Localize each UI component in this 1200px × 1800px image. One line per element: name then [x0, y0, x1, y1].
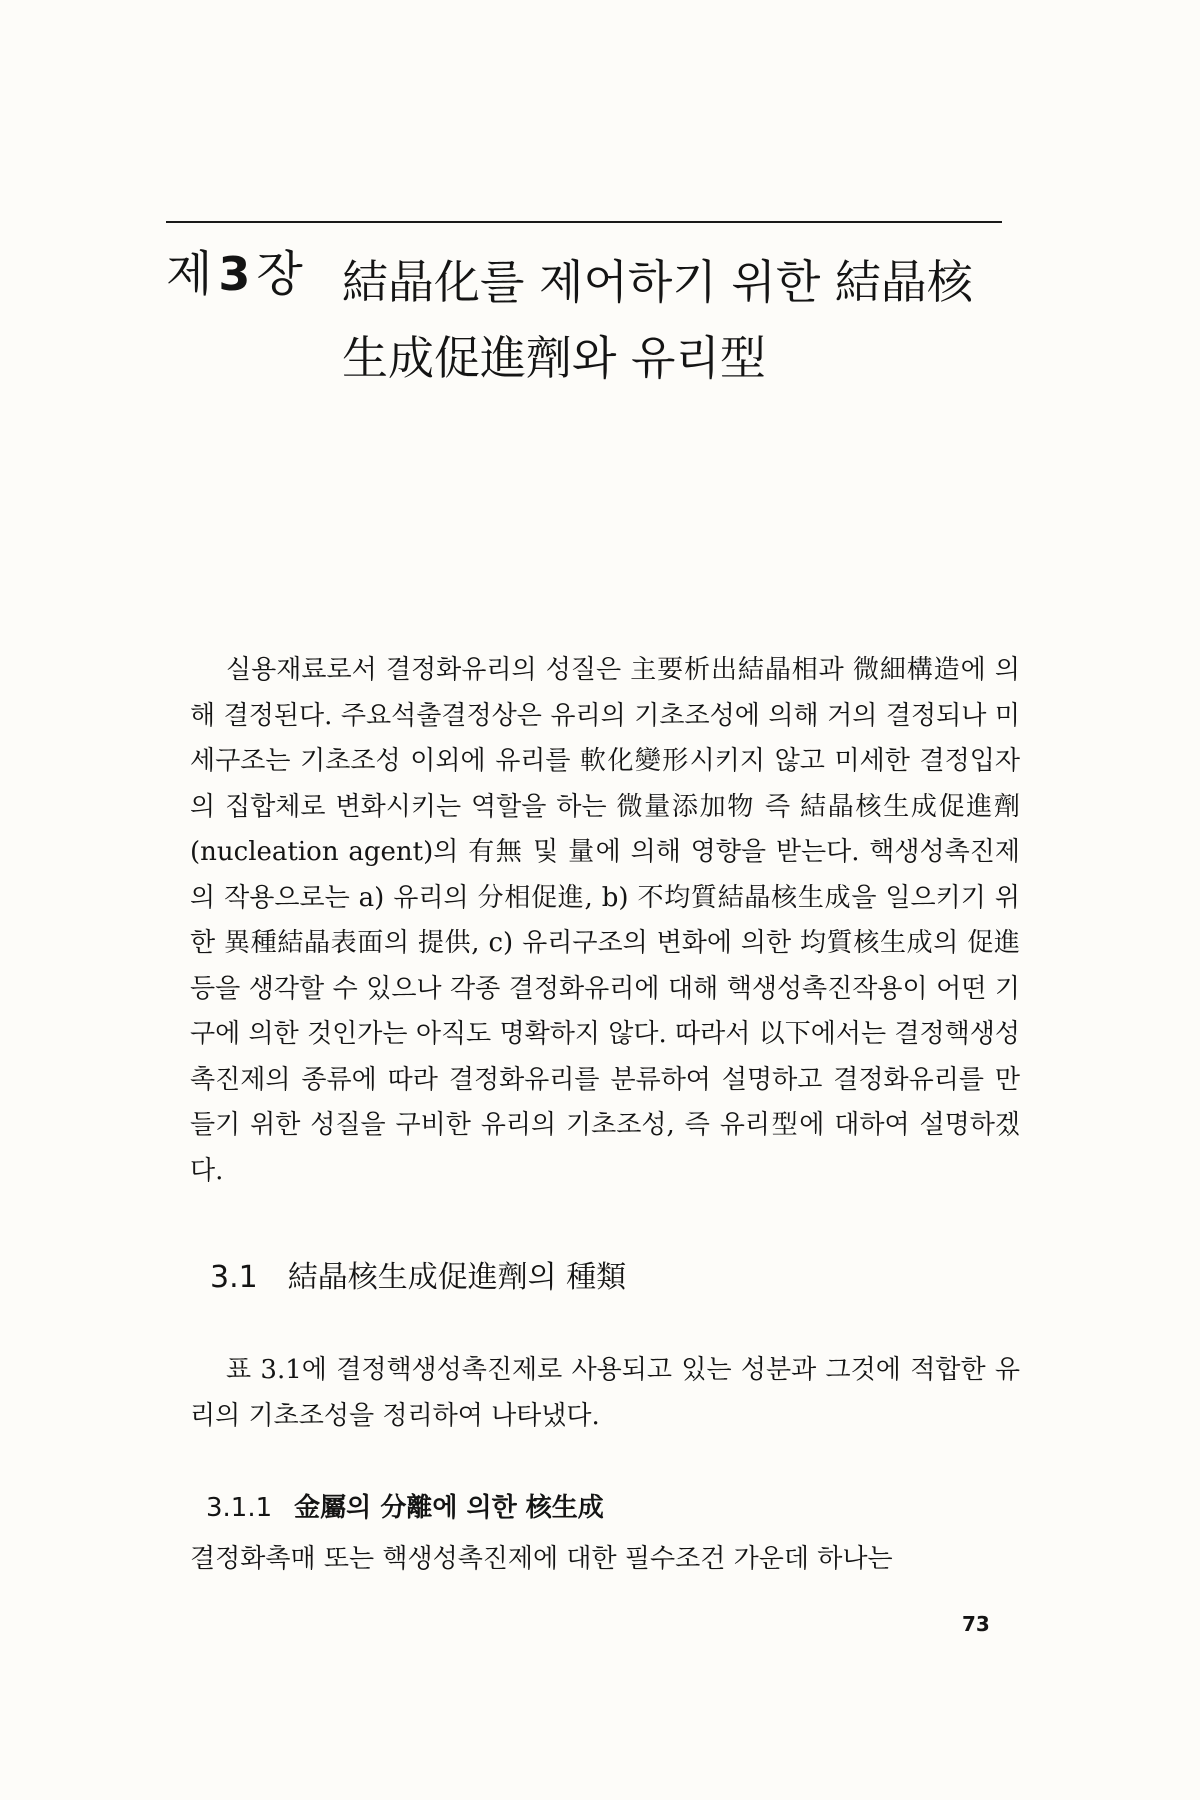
intro-paragraph: 실용재료로서 결정화유리의 성질은 主要析出結晶相과 微細構造에 의해 결정된다. 주요석출결정상은 유리의 기초조성에 의해 거의 결정되나 미세구조는 기초조성 이외에 유리를 軟化變形시키지 않고 미세한 결정입자의 집합체로 변화시키는 역할을 하는 微量添加物 즉 結晶核生成促進劑(nucleation agent)의 有無 및 量에 의해 영향을 받는다. 핵생성촉진제의 작용으로는 a) 유리의 分相促進, b) 不均質結晶核生成을 일으키기 위한 異種結晶表面의 提供, c) 유리구조의 변화에 의한 均質核生成의 促進 등을 생각할 수 있으나 각종 결정화유리에 대해 핵생성촉진작용이 어떤 기구에 의한 것인가는 아직도 명확하지 않다. 따라서 以下에서는 결정핵생성촉진제의 종류에 따라 결정화유리를 분류하여 설명하고 결정화유리를 만들기 위한 성질을 구비한 유리의 기초조성, 즉 유리型에 대하여 설명하겠다.: [190, 655, 1020, 1186]
chapter-title: [342, 244, 1022, 396]
chapter-number: 3: [218, 247, 251, 301]
section-title: 結晶核生成促進劑의 種類: [287, 1260, 627, 1295]
chapter-label-suffix: 장: [256, 246, 303, 302]
subsection-number: 3.1.1: [206, 1493, 273, 1523]
section-heading: [210, 1258, 626, 1298]
page-number: 73: [962, 1612, 990, 1636]
chapter-top-rule: [166, 221, 1002, 223]
chapter-title-line-2: 生成促進劑와 유리型: [342, 331, 766, 385]
chapter-label-prefix: 제: [166, 246, 213, 302]
section-paragraph: 표 3.1에 결정핵생성촉진제로 사용되고 있는 성분과 그것에 적합한 유리의 기초조성을 정리하여 나타냈다.: [190, 1355, 1020, 1431]
section-number: 3.1: [210, 1260, 258, 1295]
subsection-paragraph: 결정화촉매 또는 핵생성촉진제에 대한 필수조건 가운데 하나는: [190, 1544, 893, 1574]
subsection-heading: [206, 1490, 604, 1526]
subsection-title: 金屬의 分離에 의한 核生成: [294, 1493, 604, 1523]
chapter-label: [166, 244, 303, 304]
chapter-title-line-1: 結晶化를 제어하기 위한 結晶核: [342, 255, 973, 309]
